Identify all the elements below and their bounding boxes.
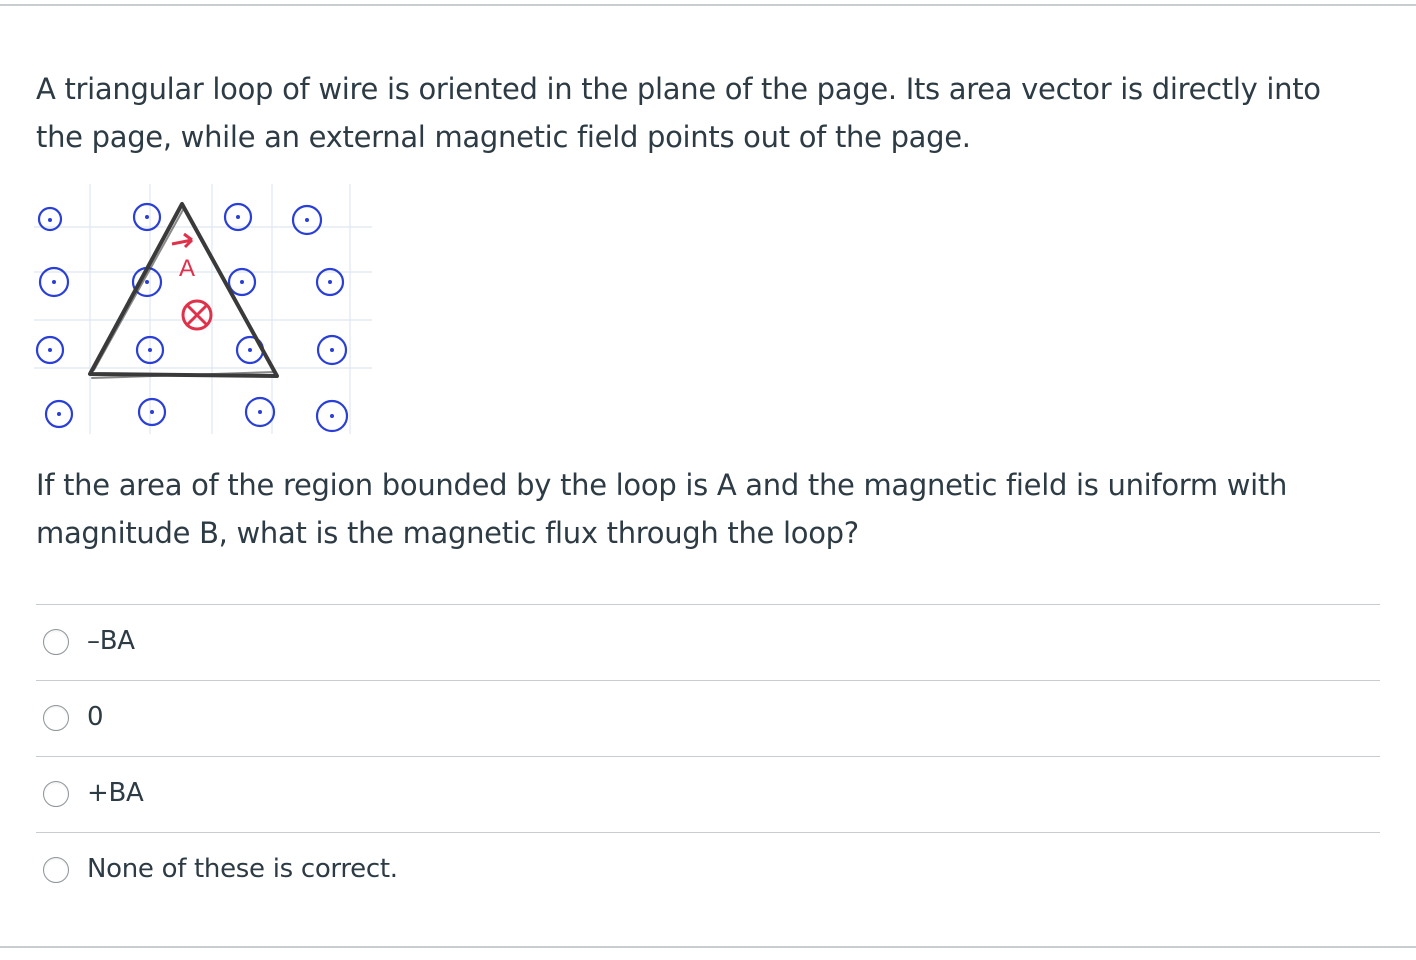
answer-label: –BA <box>87 626 135 656</box>
area-vector-text: A <box>179 255 196 282</box>
answer-label: +BA <box>87 778 144 808</box>
question-prompt: If the area of the region bounded by the loop is A and the magnetic field is uniform with magnitude B, what is the magnetic flux through the loop? <box>36 468 1288 550</box>
answer-option-3[interactable] <box>36 757 1380 833</box>
radio-button[interactable] <box>43 705 69 731</box>
top-divider <box>0 4 1416 6</box>
radio-button[interactable] <box>43 781 69 807</box>
question-intro: A triangular loop of wire is oriented in the plane of the page. Its area vector is directly into the page, while an external magnetic field points out of the page. <box>36 72 1321 154</box>
answer-option-1[interactable] <box>36 605 1380 681</box>
answer-list <box>36 604 1380 908</box>
answer-option-4[interactable] <box>36 833 1380 908</box>
bottom-divider <box>0 946 1416 948</box>
area-vector-label <box>172 234 195 282</box>
radio-button[interactable] <box>43 629 69 655</box>
answer-option-2[interactable] <box>36 681 1380 757</box>
radio-button[interactable] <box>43 857 69 883</box>
area-vector-into-page-icon <box>183 301 211 329</box>
magnetic-field-dots <box>48 215 334 418</box>
triangular-loop <box>90 204 277 378</box>
magnetic-field-symbols <box>37 204 347 431</box>
answer-label: 0 <box>87 702 104 732</box>
loop-field-figure <box>32 182 377 440</box>
answer-label: None of these is correct. <box>87 854 398 884</box>
